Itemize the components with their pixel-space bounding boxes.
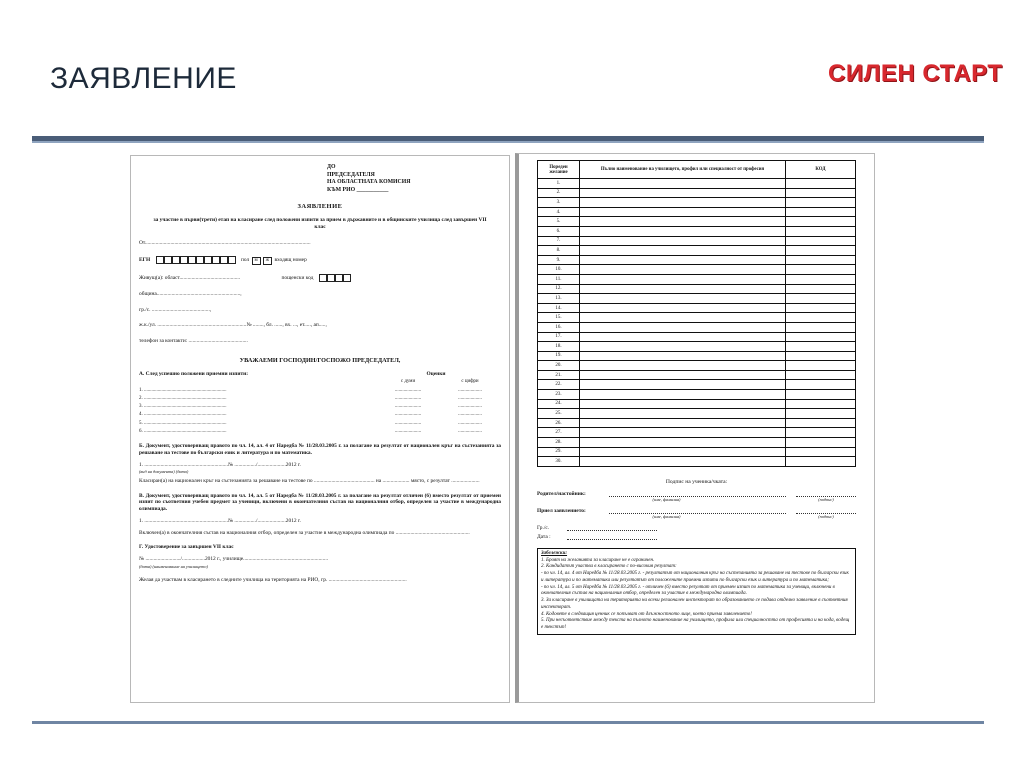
row-number: 15. (538, 313, 580, 323)
school-name-cell (580, 361, 786, 371)
street-line: ж.к./ул. ..................................................................№ ........, бл. ......, вх. ..., ет....., ап....., (139, 322, 327, 329)
code-cell (786, 236, 856, 246)
city-label: Гр./с. (537, 524, 550, 531)
school-name-cell (580, 322, 786, 332)
notes-box (537, 548, 856, 635)
table-row (538, 265, 856, 275)
school-name-cell (580, 303, 786, 313)
row-number: 10. (538, 265, 580, 275)
wish-line: Желая да участвам в класирането в следните училища на територията на РИО, гр. .......................................................... (139, 577, 407, 584)
salutation: УВАЖАЕМИ ГОСПОДИН/ГОСПОЖО ПРЕДСЕДАТЕЛ, (239, 356, 401, 364)
grades-words-heading: с думи (400, 379, 416, 385)
slide-title: ЗАЯВЛЕНИЕ (50, 62, 237, 95)
section-b-heading: Б. Документ, удостоверяващ правото по чл. 14, ал. 4 от Наредба № 11/28.03.2005 г. за полагане на резултат от национален кръг на състезанията за решаване на тестове по български език и литература и по математика. (139, 443, 501, 456)
row-number: 6. (538, 226, 580, 236)
phone-line: телефон за контакти: ............................................ (139, 338, 248, 345)
notes-heading: Забележки: (541, 550, 568, 556)
code-cell (786, 428, 856, 438)
school-name-cell (580, 370, 786, 380)
form-subtitle: за участие в първи(трети) етап на класиране след положени изпити за прием в държавните и в общинските училища след завършен VII клас (153, 217, 487, 230)
school-name-cell (580, 428, 786, 438)
table-row (538, 274, 856, 284)
row-number: 9. (538, 255, 580, 265)
included-line: Включен(а) в окончателния състав на националния отбор, определен за участие в международна олимпиада по ....................................................... (139, 529, 470, 536)
row-number: 1. (538, 179, 580, 189)
code-cell (786, 303, 856, 313)
grades-subheader (139, 379, 501, 385)
code-cell (786, 447, 856, 457)
code-cell (786, 370, 856, 380)
table-row (538, 217, 856, 227)
doc-line-2: 1. ..............................................................№ ................/.....................2012 г. (139, 517, 301, 524)
row-number: 22. (538, 380, 580, 390)
grades-digits-heading: с цифри (461, 379, 479, 385)
code-cell (786, 255, 856, 265)
egn-row (139, 256, 501, 265)
table-row (538, 457, 856, 467)
code-cell (786, 313, 856, 323)
code-cell (786, 361, 856, 371)
school-name-cell (580, 274, 786, 284)
row-number: 17. (538, 332, 580, 342)
table-row (538, 370, 856, 380)
code-cell (786, 274, 856, 284)
addressee-line: ПРЕДСЕДАТЕЛЯ (327, 171, 375, 178)
row-number: 19. (538, 351, 580, 361)
egn-label: ЕГН (139, 256, 151, 263)
note-item: - по чл. 14, ал. 4 от Наредба № 11/28.03.2005 г. - резултатът от националния кръг на състезанията за решаване на тестове по български език и литература и по математика или резултатът от положените приемни изпити по български език и литература и по математика; (541, 571, 849, 583)
from-line: От........................................................................................................................... (139, 239, 311, 246)
note-item: 4. Кодовете в следващия ценник се попълват от длъжностното лице, което приема заявлението! (541, 611, 752, 617)
code-cell (786, 188, 856, 198)
parent-captions: (име, фамилия) (подпис) (652, 496, 834, 502)
egn-boxes (156, 256, 236, 264)
school-name-cell (580, 179, 786, 189)
table-row (538, 332, 856, 342)
table-row (538, 447, 856, 457)
grade-row: 6. .................................................................. ..................... ................... (139, 428, 482, 434)
addressee-line: ДО (327, 164, 336, 170)
code-cell (786, 265, 856, 275)
cert-line: № ........................../.................2012 г., училище............................................................... (139, 556, 329, 563)
table-row (538, 351, 856, 361)
row-number: 2. (538, 188, 580, 198)
code-cell (786, 457, 856, 467)
school-name-cell (580, 457, 786, 467)
row-number: 12. (538, 284, 580, 294)
school-name-cell (580, 217, 786, 227)
table-row (538, 188, 856, 198)
table-row (538, 198, 856, 208)
municipality-line: община.............................................................., (139, 290, 242, 297)
row-number: 26. (538, 418, 580, 428)
logo: СИЛЕН СТАРТ (828, 60, 1003, 87)
code-cell (786, 380, 856, 390)
row-number: 23. (538, 390, 580, 400)
table-row (538, 207, 856, 217)
col-name-header: Пълно наименование на училището, профил или специалност от професия (580, 161, 786, 179)
row-number: 18. (538, 342, 580, 352)
table-row (538, 236, 856, 246)
table-row (538, 390, 856, 400)
code-cell (786, 198, 856, 208)
grade-row: 4. .................................................................. ..................... ................... (139, 412, 482, 418)
grades-header (139, 371, 501, 378)
table-row (538, 179, 856, 189)
code-cell (786, 342, 856, 352)
addressee-line: КЪМ РИО ___________ (327, 186, 389, 193)
row-number: 11. (538, 274, 580, 284)
section-g-heading: Г. Удостоверение за завършен VII клас (139, 544, 234, 551)
code-cell (786, 179, 856, 189)
addressee-block (327, 164, 501, 194)
school-name-cell (580, 188, 786, 198)
school-name-cell (580, 438, 786, 448)
note-item: 2. Кандидатът участва в класирането с по-високия резултат: (541, 564, 677, 570)
postcode-label: пощенски код (281, 275, 314, 282)
code-cell (786, 226, 856, 236)
row-number: 3. (538, 198, 580, 208)
date-row (537, 534, 856, 540)
code-cell (786, 438, 856, 448)
row-number: 28. (538, 438, 580, 448)
row-number: 20. (538, 361, 580, 371)
entry-label: входящ номер (274, 256, 307, 263)
school-name-cell (580, 351, 786, 361)
cert-caption: (дата) (наименование на училището) (139, 563, 208, 569)
note-item: 5. При несъответствие между текста на пълното наименование на училището, профила или специалността от професията и на кода, водещ е текстът! (541, 618, 850, 631)
code-cell (786, 284, 856, 294)
schools-table (537, 160, 856, 467)
table-row (538, 399, 856, 409)
received-label: Приел заявлението: (537, 507, 586, 514)
postcode-boxes (319, 274, 351, 282)
school-name-cell (580, 399, 786, 409)
date-label: Дата : (537, 533, 551, 540)
school-name-cell (580, 313, 786, 323)
table-row (538, 342, 856, 352)
col-number-header: Пореден желание (538, 161, 580, 179)
code-cell (786, 207, 856, 217)
addressee-line: НА ОБЛАСТНАТА КОМИСИЯ (327, 179, 411, 186)
school-name-cell (580, 207, 786, 217)
doc-line: 1. ..............................................................№ ................/.....................2012 г. (139, 461, 301, 468)
grade-row: 1. .................................................................. ..................... ................... (139, 387, 482, 393)
row-number: 21. (538, 370, 580, 380)
section-v-heading: В. Документ, удостоверяващ правото по чл. 14, ал. 5 от Наредба № 11/28.03.2005 г. за полагане на резултат отличен (6) вместо резултат от приемен изпит по съответния учебен предмет за ученици, включени в окончателния състав на националния отбор, определен за участие в международна олимпиада. (139, 492, 501, 513)
address-row (139, 274, 501, 282)
row-number: 4. (538, 207, 580, 217)
grades-heading: Оценки (426, 370, 446, 377)
school-name-cell (580, 342, 786, 352)
row-number: 5. (538, 217, 580, 227)
table-header-row (538, 161, 856, 179)
grade-row: 5. .................................................................. ..................... ................... (139, 420, 482, 426)
code-cell (786, 246, 856, 256)
ranked-line: Класиран(а) на национален кръг на състезанията за решаване на тестове по ............................................. на .................... място, с резултат ..................... (139, 477, 480, 484)
sex-m-box: м (252, 257, 261, 265)
code-cell (786, 399, 856, 409)
note-item: 1. Броят на желанията за класиране не е ограничен. (541, 557, 655, 563)
table-row (538, 246, 856, 256)
table-row (538, 322, 856, 332)
school-name-cell (580, 284, 786, 294)
table-row (538, 294, 856, 304)
doc-caption: (вид на документа) (дата) (139, 469, 189, 475)
code-cell (786, 332, 856, 342)
school-name-cell (580, 380, 786, 390)
table-row (538, 255, 856, 265)
school-name-cell (580, 447, 786, 457)
parent-label: Родител/настойник: (537, 490, 586, 497)
school-name-cell (580, 418, 786, 428)
row-number: 24. (538, 399, 580, 409)
note-item: - по чл. 14, ал. 5 от Наредба № 11/28.03.2005 г. - отличен (6) вместо резултат от приемен изпит по математика за ученици, включени в окончателния състав на националния отбор, определен за участие в международна олимпиада. (541, 584, 835, 597)
table-row (538, 284, 856, 294)
city-row (537, 525, 856, 531)
code-cell (786, 390, 856, 400)
sex-label: пол (240, 256, 250, 263)
school-name-cell (580, 332, 786, 342)
col-code-header: КОД (786, 161, 856, 179)
school-name-cell (580, 265, 786, 275)
table-row (538, 361, 856, 371)
table-row (538, 409, 856, 419)
code-cell (786, 294, 856, 304)
form-page-left (130, 155, 510, 703)
row-number: 7. (538, 236, 580, 246)
sex-f-box: ж (263, 257, 272, 265)
row-number: 30. (538, 457, 580, 467)
table-row (538, 428, 856, 438)
row-number: 27. (538, 428, 580, 438)
form-title: ЗАЯВЛЕНИЕ (297, 203, 343, 211)
top-divider (32, 136, 984, 143)
grade-row: 3. .................................................................. ..................... ................... (139, 404, 482, 410)
city-line: гр./с. ..........................................., (139, 306, 212, 313)
school-name-cell (580, 198, 786, 208)
code-cell (786, 322, 856, 332)
row-number: 25. (538, 409, 580, 419)
address-label: Живущ(а): област............................................. (139, 275, 241, 282)
received-captions: (име, фамилия) (подпис) (652, 513, 834, 519)
code-cell (786, 351, 856, 361)
school-name-cell (580, 236, 786, 246)
school-name-cell (580, 255, 786, 265)
table-row (538, 303, 856, 313)
form-page-right (515, 153, 875, 703)
table-row (538, 380, 856, 390)
code-cell (786, 418, 856, 428)
code-cell (786, 409, 856, 419)
section-a-heading: А. След успешно положени приемни изпити: (139, 370, 248, 377)
row-number: 8. (538, 246, 580, 256)
row-number: 16. (538, 322, 580, 332)
student-signature-label: Подпис на ученика/чката: (665, 478, 728, 485)
note-item: 3. За класиране в училищата на територията на всеки регионален инспекторат по образованието се подава отделно заявление в съответния инспекторат. (541, 598, 848, 610)
school-name-cell (580, 226, 786, 236)
school-name-cell (580, 390, 786, 400)
bottom-divider (32, 721, 984, 724)
table-row (538, 226, 856, 236)
grade-row: 2. .................................................................. ..................... ................... (139, 395, 482, 401)
school-name-cell (580, 246, 786, 256)
table-row (538, 418, 856, 428)
code-cell (786, 217, 856, 227)
row-number: 13. (538, 294, 580, 304)
school-name-cell (580, 294, 786, 304)
table-row (538, 313, 856, 323)
table-row (538, 438, 856, 448)
row-number: 29. (538, 447, 580, 457)
school-name-cell (580, 409, 786, 419)
row-number: 14. (538, 303, 580, 313)
